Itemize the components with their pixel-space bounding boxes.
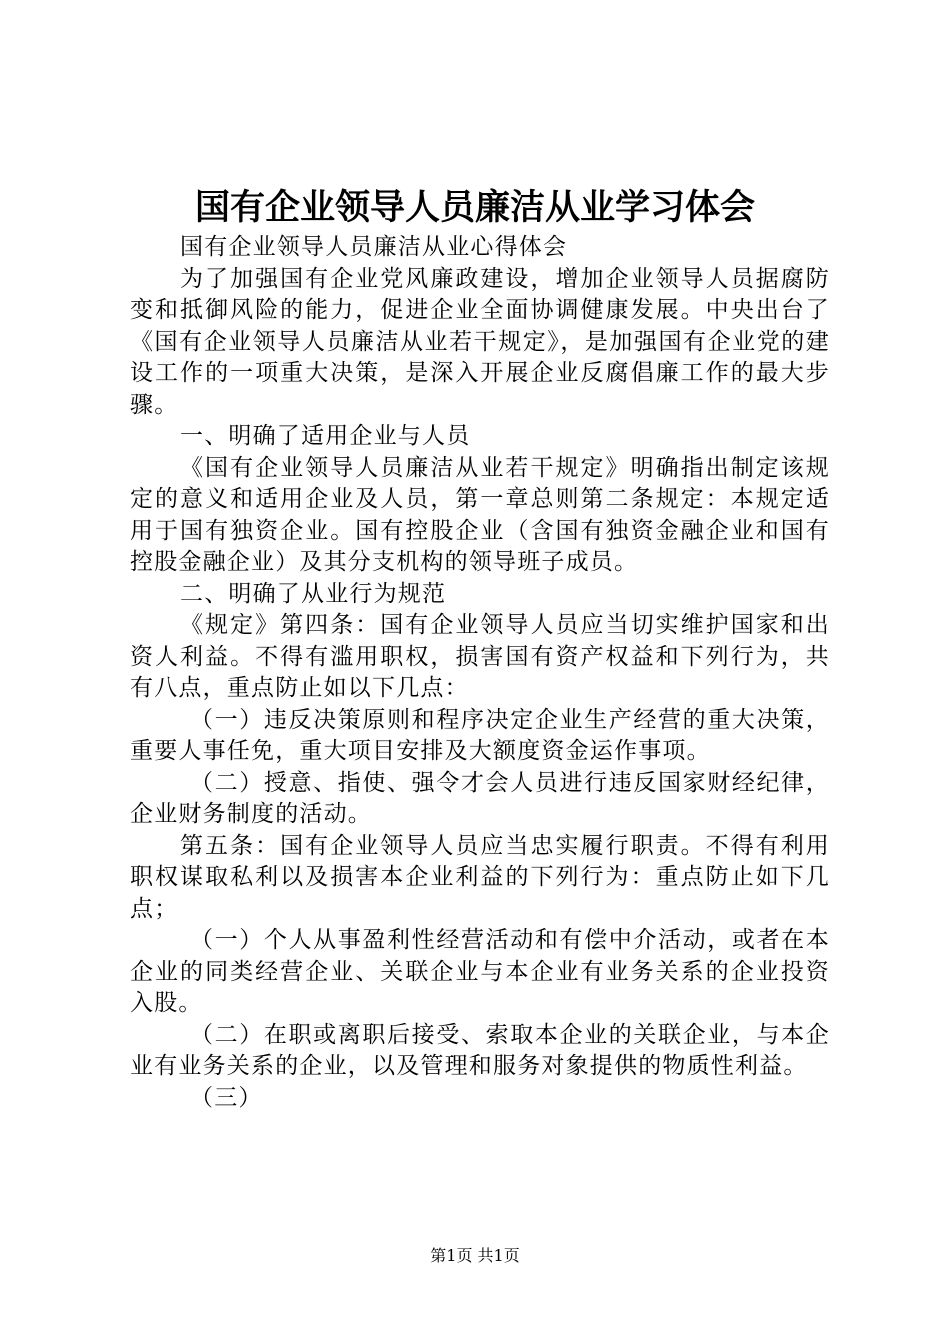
article-five-item-3: （三） bbox=[190, 1084, 263, 1111]
article-four-paragraph: 《规定》第四条：国有企业领导人员应当切实维护国家和出资人利益。不得有滥用职权，损害国有资产权益和下列行为，共有八点，重点防止如以下几点： bbox=[130, 612, 830, 701]
subtitle-paragraph: 国有企业领导人员廉洁从业心得体会 bbox=[180, 234, 568, 260]
article-five-paragraph: 第五条：国有企业领导人员应当忠实履行职责。不得有利用职权谋取私利以及损害本企业利益的下列行为：重点防止如下几点； bbox=[130, 832, 830, 922]
document-title: 国有企业领导人员廉洁从业学习体会 bbox=[194, 187, 755, 228]
section-paragraph-1: 《国有企业领导人员廉洁从业若干规定》明确指出制定该规定的意义和适用企业及人员，第一章总则第二条规定：本规定适用于国有独资企业。国有控股企业（含国有独资金融企业和国有控股金融企业）及其分支机构的领导班子成员。 bbox=[130, 454, 830, 575]
article-four-item-2: （二）授意、指使、强令才会人员进行违反国家财经纪律，企业财务制度的活动。 bbox=[130, 769, 830, 827]
article-five-item-1: （一）个人从事盈利性经营活动和有偿中介活动，或者在本企业的同类经营企业、关联企业与本企业有业务关系的企业投资入股。 bbox=[130, 927, 830, 1016]
article-four-item-1: （一）违反决策原则和程序决定企业生产经营的重大决策，重要人事任免，重大项目安排及大额度资金运作事项。 bbox=[130, 706, 830, 764]
section-heading-2: 二、明确了从业行为规范 bbox=[180, 580, 447, 607]
intro-paragraph: 为了加强国有企业党风廉政建设，增加企业领导人员据腐防变和抵御风险的能力，促进企业全面协调健康发展。中央出台了《国有企业领导人员廉洁从业若干规定》，是加强国有企业党的建设工作的一项重大决策，是深入开展企业反腐倡廉工作的最大步骤。 bbox=[130, 265, 830, 418]
document-body bbox=[130, 232, 830, 1114]
article-five-item-2: （二）在职或离职后接受、索取本企业的关联企业，与本企业有业务关系的企业，以及管理和服务对象提供的物质性利益。 bbox=[130, 1021, 830, 1079]
section-heading-1: 一、明确了适用企业与人员 bbox=[180, 423, 471, 449]
page-footer: 第1页 共1页 bbox=[430, 1246, 520, 1265]
